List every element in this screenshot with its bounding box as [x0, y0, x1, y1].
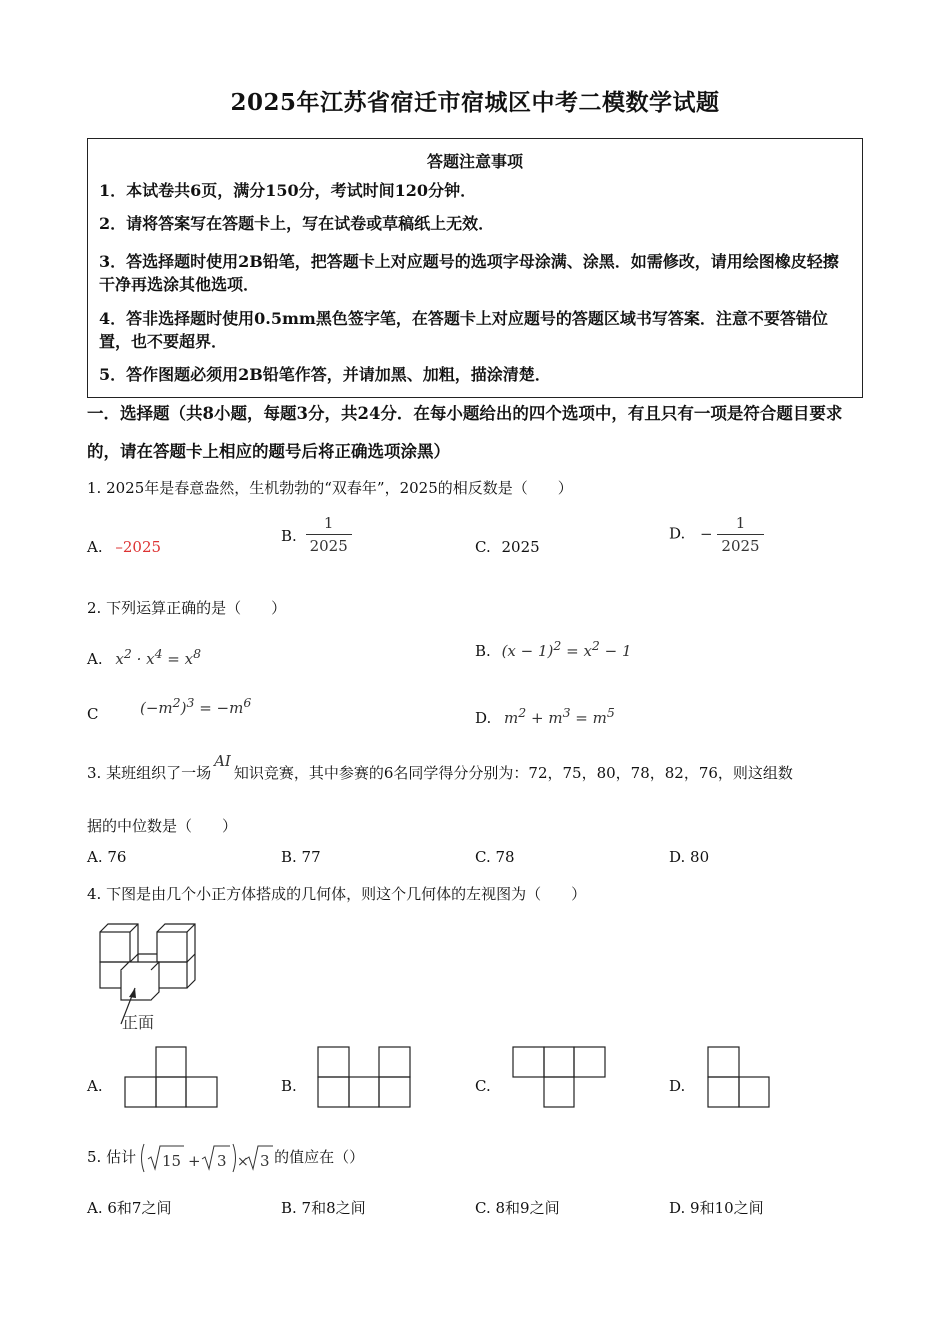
q3-option-c[interactable]: C. 78: [475, 848, 515, 866]
q1-b-numerator: 1: [306, 512, 352, 535]
q4-option-c-figure: [512, 1046, 608, 1110]
q5-option-c[interactable]: C. 8和9之间: [475, 1199, 560, 1217]
q4-option-b-figure: [317, 1046, 413, 1110]
svg-text:+: +: [188, 1152, 201, 1170]
q2-d-formula: $m^2 + m^3 = m^5$: [504, 705, 615, 727]
q4-stem: 4. 下图是由几个小正方体搭成的几何体，则这个几何体的左视图为（ ）: [87, 885, 587, 903]
q4-option-a[interactable]: A.: [87, 1077, 103, 1095]
q2-c-formula: $(-m^2)^3 = -m^6$: [140, 695, 252, 717]
q3-stem-line2: 据的中位数是（ ）: [87, 817, 238, 835]
q1-b-denominator: 2025: [309, 537, 348, 555]
notice-item-1: 1．本试卷共6页，满分150分，考试时间120分钟．: [99, 181, 477, 200]
q3-option-d[interactable]: D. 80: [669, 848, 710, 866]
svg-text:3: 3: [260, 1152, 270, 1170]
q1-b-label: B.: [281, 526, 297, 545]
notice-item-3: 3．答选择题时使用2B铅笔，把答题卡上对应题号的选项字母涂满、涂黑．如需修改，请用绘图橡皮轻擦干净再选涂其他选项．: [99, 252, 839, 294]
q1-d-label: D.: [669, 524, 686, 543]
section-heading: 一．选择题（共8小题，每题3分，共24分．在每小题给出的四个选项中，有且只有一项是符合题目要求的，请在答题卡上相应的题号后将正确选项涂黑）: [87, 404, 843, 461]
notice-heading: 答题注意事项: [426, 152, 523, 171]
q5-option-a[interactable]: A. 6和7之间: [87, 1199, 172, 1217]
q5-stem: [87, 1140, 364, 1175]
notice-item-5: 5．答作图题必须用2B铅笔作答，并请加黑、加粗，描涂清楚．: [99, 365, 551, 384]
q3-option-a[interactable]: A. 76: [87, 848, 127, 866]
q5-stem-pre: 5. 估计: [87, 1148, 137, 1166]
q3-stem-post: 知识竞赛，其中参赛的6名同学得分分别为：72，75，80，78，82，76，则这组数: [233, 764, 793, 782]
q4-option-a-figure: [124, 1046, 220, 1110]
q1-option-a[interactable]: [87, 538, 161, 556]
notice-item-2: 2．请将答案写在答题卡上，写在试卷或草稿纸上无效．: [99, 214, 495, 233]
q4-option-b[interactable]: B.: [281, 1077, 297, 1095]
q1-d-denominator: 2025: [721, 537, 760, 555]
q2-b-label: B.: [475, 642, 491, 660]
q4-option-d[interactable]: D.: [669, 1077, 686, 1095]
q1-option-b[interactable]: [281, 512, 352, 557]
q2-d-label: D.: [475, 709, 492, 727]
q2-option-c[interactable]: [87, 705, 98, 723]
q2-c-label: C: [87, 705, 99, 723]
q1-c-value: 2025: [501, 538, 540, 556]
q1-a-label: A.: [87, 538, 103, 556]
q5-option-d[interactable]: D. 9和10之间: [669, 1199, 764, 1217]
q2-a-formula: $x^2 \cdot x^4 = x^8$: [115, 646, 202, 668]
q3-stem: [87, 752, 793, 783]
q4-option-d-figure: [707, 1046, 773, 1110]
q3-stem-ai: AI: [214, 752, 231, 770]
q2-b-formula: $(x - 1)^2 = x^2 - 1$: [501, 638, 632, 660]
svg-text:3: 3: [217, 1152, 227, 1170]
q4-front-label: 正面: [122, 1013, 155, 1032]
q3-option-b[interactable]: B. 77: [281, 848, 321, 866]
q5-option-b[interactable]: B. 7和8之间: [281, 1199, 366, 1217]
q4-solid-figure: [95, 920, 205, 1012]
notice-box: [87, 138, 863, 398]
q3-stem-pre: 3. 某班组织了一场: [87, 764, 212, 782]
q1-option-c[interactable]: [475, 538, 540, 556]
q2-a-label: A.: [87, 650, 103, 668]
q1-stem: 1. 2025年是春意盎然，生机勃勃的“双春年”，2025的相反数是（ ）: [87, 479, 573, 497]
q2-option-b[interactable]: [475, 638, 632, 660]
q1-b-fraction: [306, 512, 352, 557]
q2-option-a[interactable]: [87, 646, 201, 668]
svg-text:15: 15: [162, 1152, 182, 1170]
page-title: 2025年江苏省宿迁市宿城区中考二模数学试题: [230, 89, 720, 116]
q4-option-c[interactable]: C.: [475, 1077, 491, 1095]
q1-c-label: C.: [475, 538, 491, 556]
q1-d-fraction: [717, 512, 763, 557]
svg-text:×: ×: [237, 1154, 249, 1170]
q1-option-d[interactable]: [669, 512, 764, 557]
q5-expression: [138, 1141, 268, 1175]
q2-stem: 2. 下列运算正确的是（ ）: [87, 599, 287, 617]
notice-item-4: 4．答非选择题时使用0.5mm黑色签字笔，在答题卡上对应题号的答题区域书写答案．注意不要答错位置，也不要超界．: [99, 309, 828, 351]
q1-a-value: –2025: [115, 538, 162, 556]
q5-stem-post: 的值应在（）: [274, 1148, 365, 1166]
q1-d-numerator: 1: [717, 512, 763, 535]
q1-d-sign: −: [700, 524, 713, 543]
q2-option-d[interactable]: [475, 705, 615, 727]
